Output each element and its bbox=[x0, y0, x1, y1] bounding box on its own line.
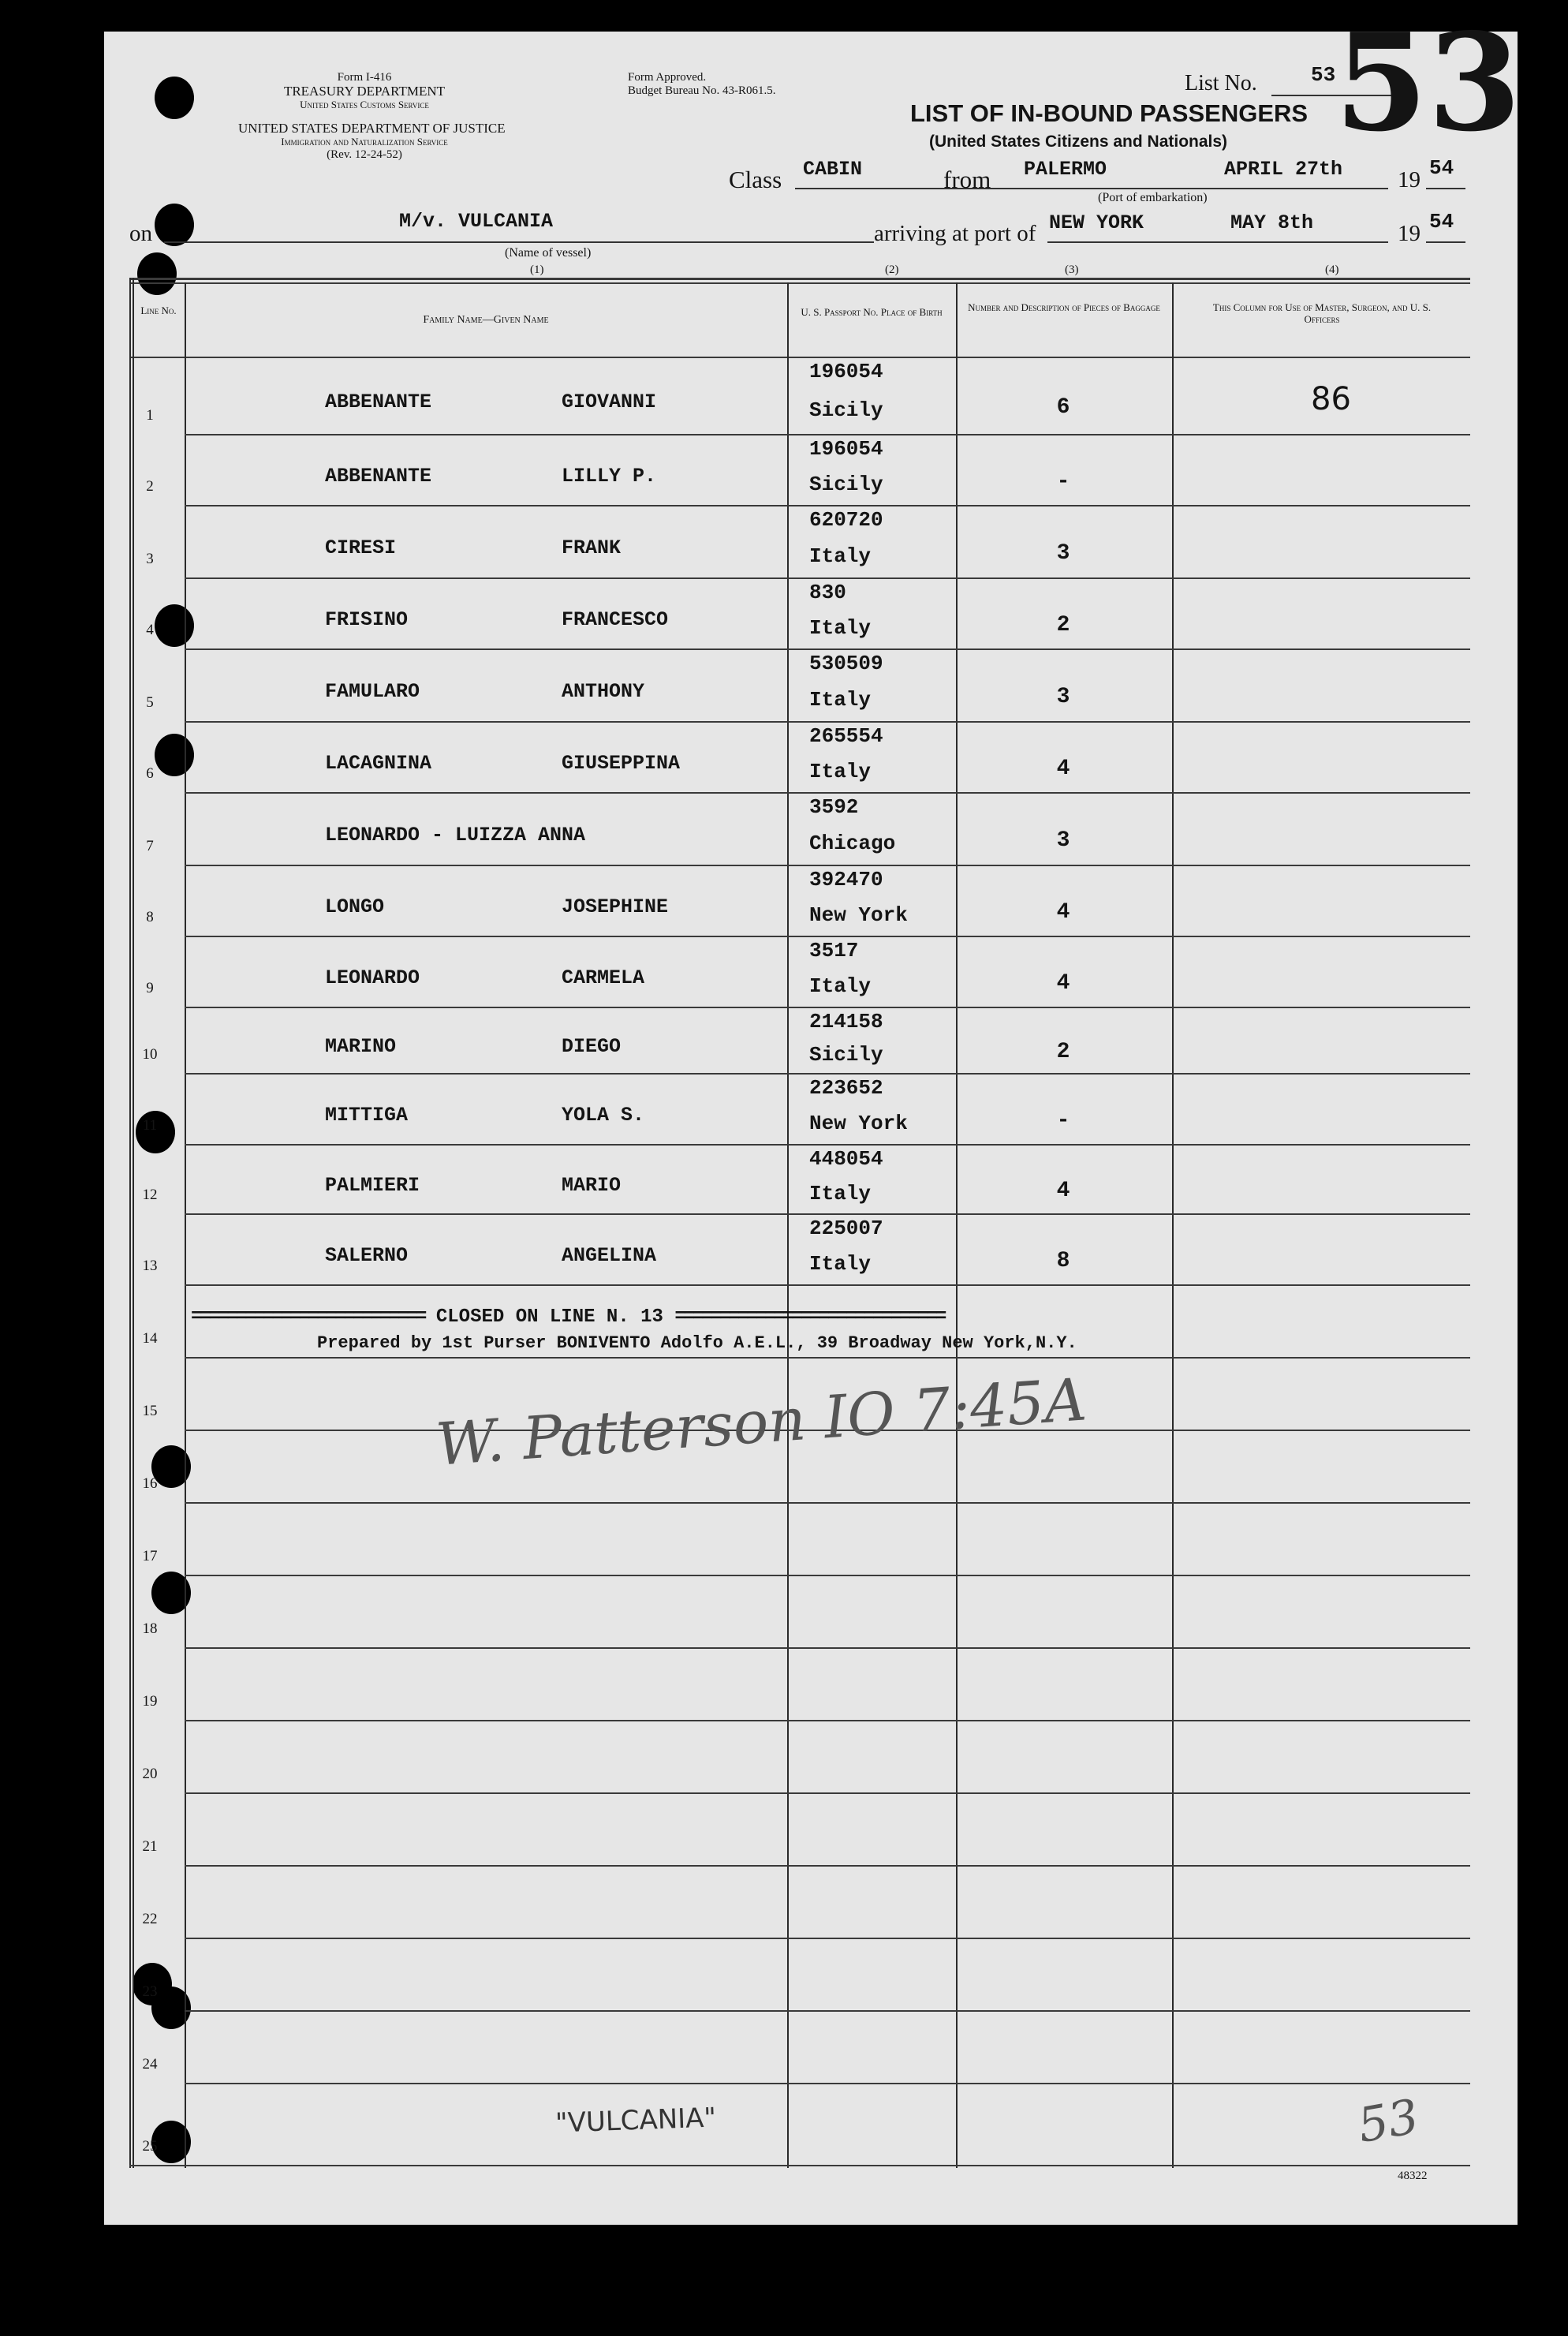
passport-number: 214158 bbox=[809, 1010, 883, 1033]
baggage-count: 3 bbox=[1056, 828, 1070, 853]
passport-number: 530509 bbox=[809, 652, 883, 675]
class-value: CABIN bbox=[803, 158, 863, 181]
baggage-count: 4 bbox=[1056, 900, 1070, 925]
baggage-count: - bbox=[1056, 1108, 1070, 1133]
arrival-date: MAY 8th bbox=[1230, 211, 1314, 234]
line-number: 22 bbox=[142, 1911, 158, 1927]
place-of-birth: Chicago bbox=[809, 832, 896, 855]
line-number: 10 bbox=[142, 1046, 158, 1063]
col-num-4: (4) bbox=[1325, 264, 1339, 276]
baggage-count: 3 bbox=[1056, 685, 1070, 709]
line-number: 25 bbox=[142, 2138, 158, 2155]
line-number: 3 bbox=[146, 551, 154, 567]
depart-year: 54 bbox=[1429, 156, 1454, 180]
punch-hole bbox=[155, 204, 194, 246]
passport-number: 448054 bbox=[809, 1147, 883, 1171]
family-name: SALERNO bbox=[325, 1244, 409, 1267]
baggage-count: 4 bbox=[1056, 1179, 1070, 1203]
approval-block bbox=[628, 71, 775, 98]
line-number: 13 bbox=[142, 1258, 158, 1274]
passport-number: 830 bbox=[809, 581, 846, 604]
arrival-year: 54 bbox=[1429, 210, 1454, 234]
manifest-page bbox=[104, 4, 1521, 2225]
family-name: MITTIGA bbox=[325, 1104, 409, 1127]
justice-block bbox=[238, 121, 506, 162]
from-value: PALERMO bbox=[1024, 158, 1107, 181]
vessel-note: (Name of vessel) bbox=[505, 246, 592, 260]
place-of-birth: Sicily bbox=[809, 1043, 883, 1067]
family-name: LEONARDO bbox=[325, 966, 420, 989]
line-number: 7 bbox=[146, 838, 154, 854]
closing-line: ========================== CLOSED ON LINE N. 13 ============================== bbox=[191, 1306, 945, 1328]
line-number: 21 bbox=[142, 1838, 158, 1855]
given-name: GIUSEPPINA bbox=[562, 752, 681, 775]
arrival-port: NEW YORK bbox=[1049, 211, 1144, 234]
col-head-line: Line No. bbox=[140, 305, 177, 316]
line-number: 20 bbox=[142, 1766, 158, 1782]
given-name: ANTHONY bbox=[562, 680, 645, 703]
vessel-stamp: "VULCANIA" bbox=[554, 2102, 717, 2140]
passport-number: 196054 bbox=[809, 437, 883, 461]
list-title: LIST OF IN-BOUND PASSENGERS bbox=[910, 99, 1309, 127]
passport-number: 196054 bbox=[809, 360, 883, 383]
passport-number: 223652 bbox=[809, 1076, 883, 1100]
given-name: JOSEPHINE bbox=[562, 895, 669, 918]
punch-hole bbox=[155, 77, 194, 119]
year-prefix: 19 bbox=[1398, 167, 1421, 192]
given-name: LILLY P. bbox=[562, 465, 657, 488]
customs-service: United States Customs Service bbox=[300, 99, 429, 110]
given-name: FRANK bbox=[562, 536, 622, 559]
place-of-birth: Sicily bbox=[809, 473, 883, 496]
corner-mark: 53 bbox=[1353, 2088, 1423, 2155]
given-name: YOLA S. bbox=[562, 1104, 645, 1127]
form-header-block bbox=[246, 71, 483, 111]
line-number: 24 bbox=[142, 2056, 158, 2072]
col-num-2: (2) bbox=[885, 264, 899, 276]
baggage-count: 4 bbox=[1056, 971, 1070, 996]
family-name: LACAGNINA bbox=[325, 752, 432, 775]
family-name: ABBENANTE bbox=[325, 465, 432, 488]
baggage-count: 6 bbox=[1056, 395, 1070, 420]
passport-number: 265554 bbox=[809, 724, 883, 748]
line-number: 5 bbox=[146, 694, 154, 711]
place-of-birth: Italy bbox=[809, 974, 872, 998]
list-subtitle: (United States Citizens and Nationals) bbox=[929, 133, 1228, 151]
family-name: MARINO bbox=[325, 1035, 397, 1058]
place-of-birth: New York bbox=[809, 903, 908, 927]
place-of-birth: Italy bbox=[809, 760, 872, 783]
ins-service: Immigration and Naturalization Service bbox=[281, 136, 448, 148]
line-number: 23 bbox=[142, 1983, 158, 2000]
place-of-birth: Italy bbox=[809, 544, 872, 568]
passport-number: 3592 bbox=[809, 795, 859, 819]
officer-signature: W. Patterson IO 7:45A bbox=[434, 1366, 1089, 1479]
budget-bureau: Budget Bureau No. 43-R061.5. bbox=[628, 84, 776, 97]
family-name: FRISINO bbox=[325, 608, 409, 631]
punch-hole bbox=[137, 252, 177, 295]
given-name: ANGELINA bbox=[562, 1244, 657, 1267]
col-head-officers: This Column for Use of Master, Surgeon, and U. S. Officers bbox=[1212, 301, 1432, 325]
depart-date: APRIL 27th bbox=[1224, 158, 1343, 181]
line-number: 19 bbox=[142, 1693, 158, 1710]
baggage-count: 2 bbox=[1056, 1040, 1070, 1064]
baggage-count: 2 bbox=[1056, 613, 1070, 637]
place-of-birth: Italy bbox=[809, 1252, 872, 1276]
justice-dept: UNITED STATES DEPARTMENT OF JUSTICE bbox=[238, 121, 506, 136]
baggage-count: 4 bbox=[1056, 757, 1070, 781]
line-number: 9 bbox=[146, 980, 154, 996]
vessel-name: M/v. VULCANIA bbox=[399, 210, 554, 233]
revision: (Rev. 12-24-52) bbox=[327, 148, 402, 161]
list-no-stamp: 53 bbox=[1335, 4, 1521, 162]
col-head-name: Family Name—Given Name bbox=[423, 314, 549, 326]
baggage-count: - bbox=[1056, 469, 1070, 494]
closed-text: CLOSED ON LINE N. 13 bbox=[435, 1306, 663, 1328]
passport-number: 620720 bbox=[809, 508, 883, 532]
family-name: LONGO bbox=[325, 895, 385, 918]
passport-number: 225007 bbox=[809, 1217, 883, 1240]
line-number: 8 bbox=[146, 909, 154, 925]
line-number: 16 bbox=[142, 1475, 158, 1492]
given-name: GIOVANNI bbox=[562, 391, 657, 413]
given-name: DIEGO bbox=[562, 1035, 622, 1058]
line-number: 17 bbox=[142, 1548, 158, 1564]
list-no-small: 53 bbox=[1311, 63, 1336, 87]
given-name: MARIO bbox=[562, 1174, 622, 1197]
line-number: 2 bbox=[146, 478, 154, 495]
place-of-birth: New York bbox=[809, 1112, 908, 1135]
arriving-label: arriving at port of bbox=[874, 221, 1036, 246]
given-name: FRANCESCO bbox=[562, 608, 669, 631]
col-num-1: (1) bbox=[530, 264, 544, 276]
baggage-count: 3 bbox=[1056, 541, 1070, 566]
family-name: LEONARDO - LUIZZA ANNA bbox=[325, 824, 586, 847]
class-label: Class bbox=[729, 166, 782, 193]
year-prefix-arrive: 19 bbox=[1398, 221, 1421, 246]
prepared-by: Prepared by 1st Purser BONIVENTO Adolfo A.E.L., 39 Broadway New York,N.Y. bbox=[317, 1333, 1077, 1353]
col-num-3: (3) bbox=[1065, 264, 1079, 276]
printer-number: 48322 bbox=[1398, 2170, 1428, 2182]
given-name: CARMELA bbox=[562, 966, 645, 989]
place-of-birth: Italy bbox=[809, 616, 872, 640]
line-number: 1 bbox=[146, 407, 154, 424]
family-name: ABBENANTE bbox=[325, 391, 432, 413]
list-no-label: List No. bbox=[1185, 71, 1257, 95]
line-number: 18 bbox=[142, 1620, 158, 1637]
form-number: Form I-416 bbox=[337, 71, 392, 84]
col-head-baggage: Number and Description of Pieces of Baggage bbox=[968, 301, 1160, 313]
officer-note: 86 bbox=[1311, 381, 1351, 417]
family-name: CIRESI bbox=[325, 536, 397, 559]
line-number: 14 bbox=[142, 1330, 158, 1347]
place-of-birth: Sicily bbox=[809, 398, 883, 422]
port-embarkation-note: (Port of embarkation) bbox=[1098, 191, 1208, 204]
form-approved: Form Approved. bbox=[628, 71, 707, 84]
baggage-count: 8 bbox=[1056, 1249, 1070, 1273]
place-of-birth: Italy bbox=[809, 1182, 872, 1205]
line-number: 6 bbox=[146, 765, 154, 782]
family-name: FAMULARO bbox=[325, 680, 420, 703]
line-number: 11 bbox=[142, 1117, 158, 1134]
from-label: from bbox=[943, 166, 991, 193]
dept-name: TREASURY DEPARTMENT bbox=[283, 84, 446, 99]
passport-number: 3517 bbox=[809, 939, 859, 962]
place-of-birth: Italy bbox=[809, 688, 872, 712]
line-number: 4 bbox=[146, 622, 154, 638]
line-number: 12 bbox=[142, 1187, 158, 1203]
line-number: 15 bbox=[142, 1403, 158, 1419]
on-label: on bbox=[129, 221, 152, 246]
passport-number: 392470 bbox=[809, 868, 883, 891]
col-head-passport: U. S. Passport No. Place of Birth bbox=[801, 306, 943, 318]
family-name: PALMIERI bbox=[325, 1174, 420, 1197]
